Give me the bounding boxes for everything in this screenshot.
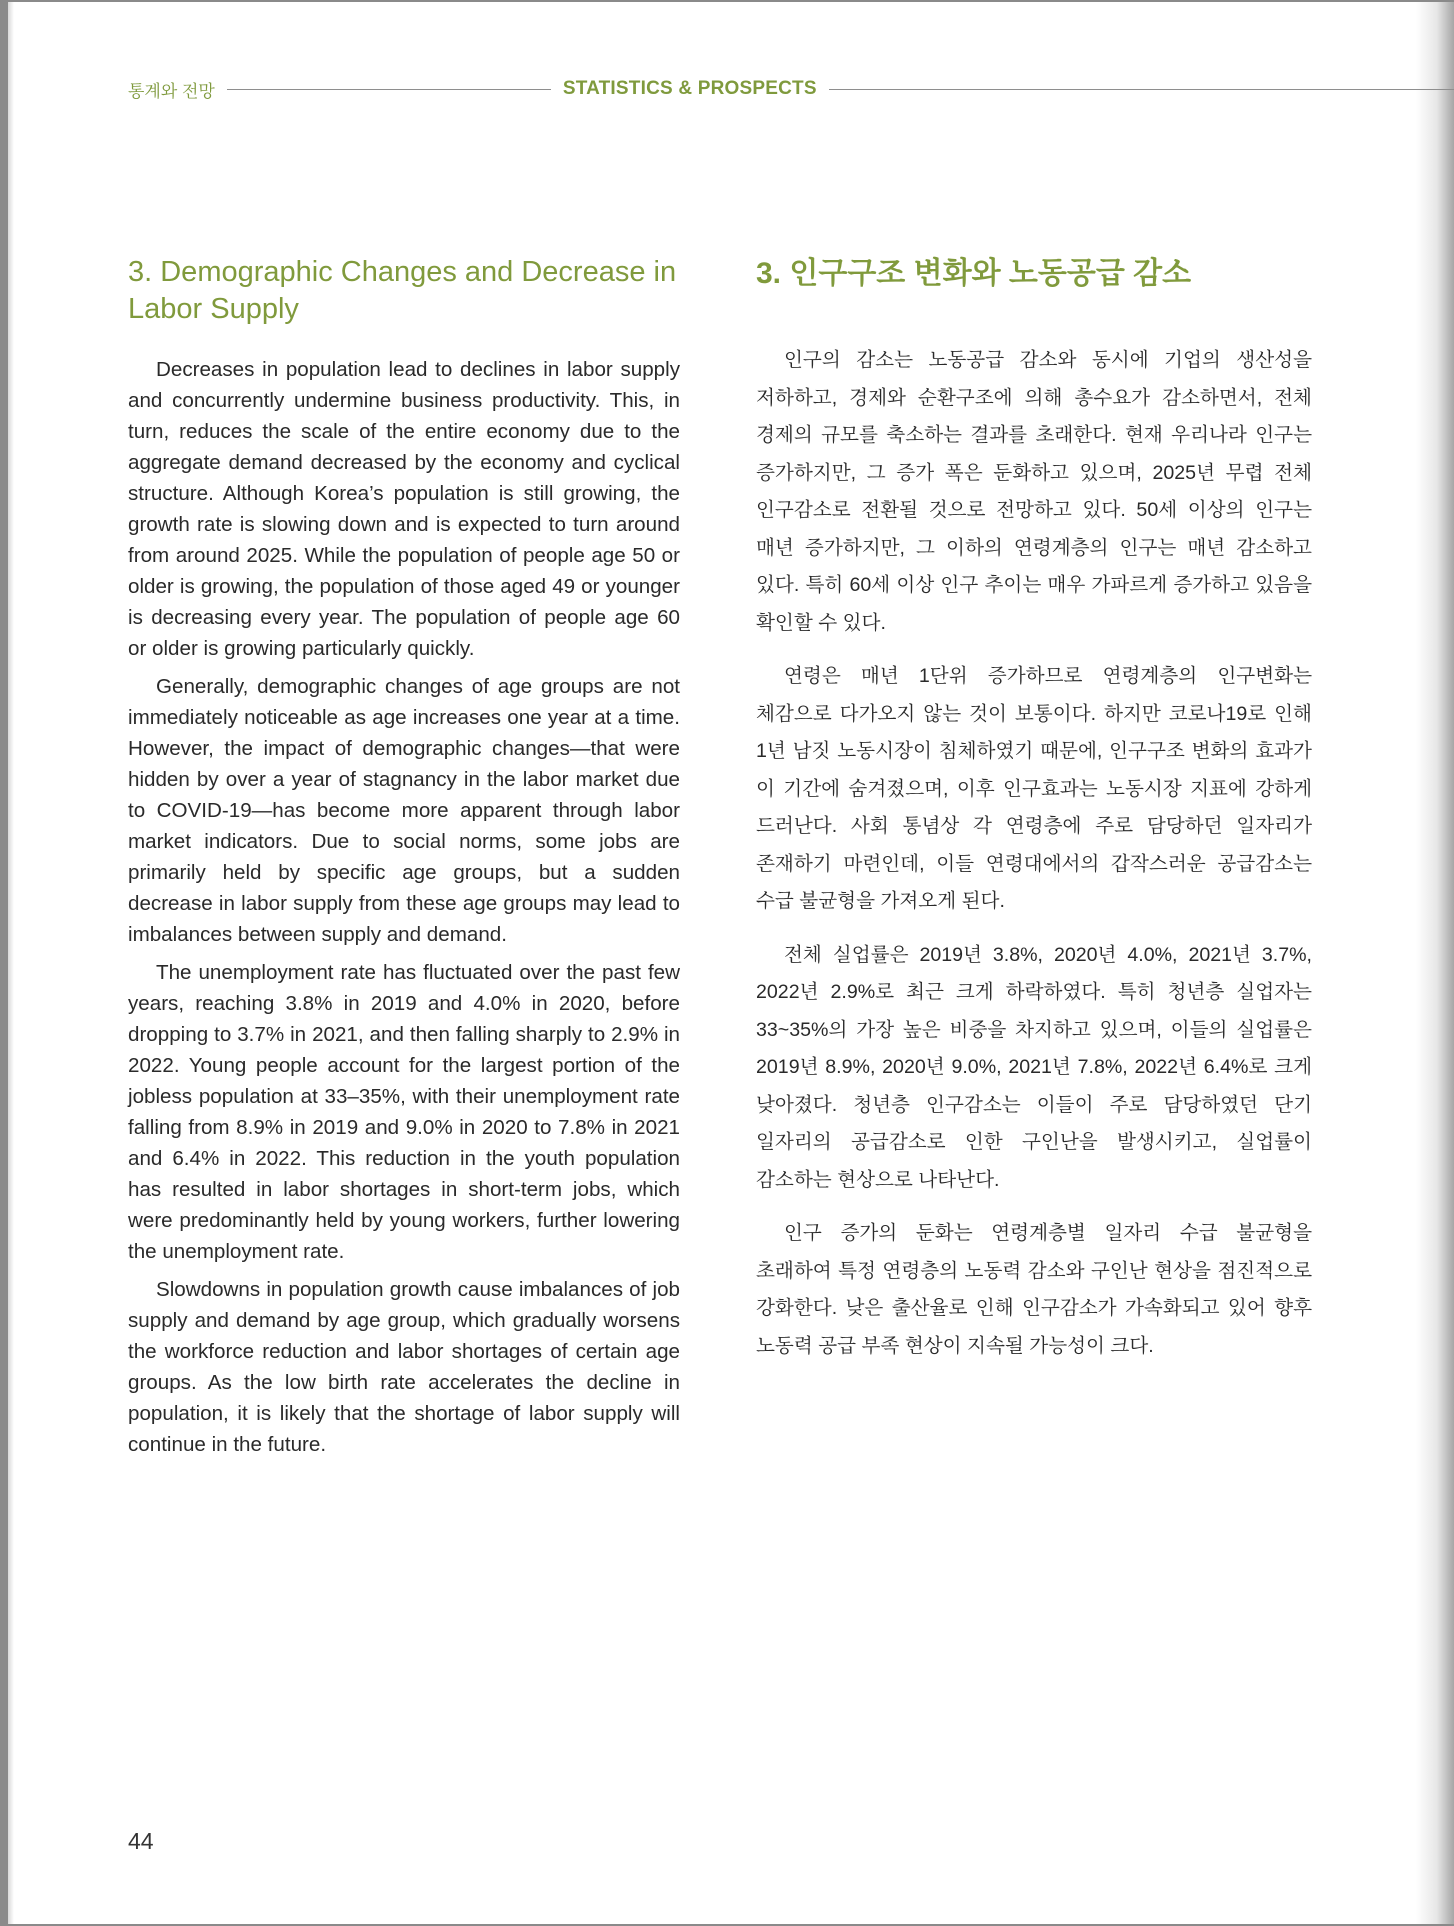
english-paragraph: Decreases in population lead to declines in labor supply and concurrently undermine business productivity. This, in turn, reduces the scale of the entire economy due to the aggregate demand decreased by the economy and cyclical structure. Although Korea’s population is still growing, the growth rate is slowing down and is expected to turn around from around 2025. While the population of people age 50 or older is growing, the population of those aged 49 or younger is decreasing every year. The population of people age 60 or older is growing particularly quickly. (128, 358, 680, 660)
korean-column (756, 254, 1312, 1381)
header-korean-title: 통계와 전망 (128, 81, 215, 101)
header-divider-right (829, 89, 1454, 90)
english-paragraph: The unemployment rate has fluctuated over the past few years, reaching 3.8% in 2019 and 4.0% in 2020, before dropping to 3.7% in 2021, and then falling sharply to 2.9% in 2022. Young people account for the largest portion of the jobless population at 33–35%, with their unemployment rate falling from 8.9% in 2019 and 9.0% in 2020 to 7.8% in 2021 and 6.4% in 2022. This reduction in the youth population has resulted in labor shortages in short-term jobs, which were predominantly held by young workers, further lowering the unemployment rate. (128, 961, 680, 1263)
english-column (128, 254, 680, 1467)
document-page (8, 2, 1454, 1924)
header-english-title: STATISTICS & PROSPECTS (562, 78, 817, 99)
running-header (128, 76, 1454, 102)
page-left-edge (8, 2, 14, 1924)
english-paragraph: Generally, demographic changes of age groups are not immediately noticeable as age increases one year at a time. However, the impact of demographic changes—that were hidden by over a year of stagnancy in the labor market due to COVID-19—has become more apparent through labor market indicators. Due to social norms, some jobs are primarily held by specific age groups, but a sudden decrease in labor supply from these age groups may lead to imbalances between supply and demand. (128, 675, 680, 946)
header-divider-left (227, 89, 551, 90)
english-paragraph: Slowdowns in population growth cause imbalances of job supply and demand by age group, which gradually worsens the workforce reduction and labor shortages of certain age groups. As the low birth rate accelerates the decline in population, it is likely that the shortage of labor supply will continue in the future. (128, 1278, 680, 1456)
page-number: 44 (128, 1828, 154, 1854)
korean-paragraph: 연령은 매년 1단위 증가하므로 연령계층의 인구변화는 체감으로 다가오지 않는 것이 보통이다. 하지만 코로나19로 인해 1년 남짓 노동시장이 침체하였기 때문에, 인구구조 변화의 효과가 이 기간에 숨겨졌으며, 이후 인구효과는 노동시장 지표에 강하게 드러난다. 사회 통념상 각 연령층에 주로 담당하던 일자리가 존재하기 마련인데, 이들 연령대에서의 갑작스러운 공급감소는 수급 불균형을 가져오게 된다. (756, 665, 1312, 912)
korean-paragraph: 전체 실업률은 2019년 3.8%, 2020년 4.0%, 2021년 3.7%, 2022년 2.9%로 최근 크게 하락하였다. 특히 청년층 실업자는 33~35%의 가장 높은 비중을 차지하고 있으며, 이들의 실업률은 2019년 8.9%, 2020년 9.0%, 2021년 7.8%, 2022년 6.4%로 크게 낮아졌다. 청년층 인구감소는 이들이 주로 담당하였던 단기 일자리의 공급감소로 인한 구인난을 발생시키고, 실업률이 감소하는 현상으로 나타난다. (756, 943, 1312, 1191)
english-section-title: 3. Demographic Changes and Decrease in Labor Supply (128, 256, 677, 325)
korean-paragraph: 인구의 감소는 노동공급 감소와 동시에 기업의 생산성을 저하하고, 경제와 순환구조에 의해 총수요가 감소하면서, 전체 경제의 규모를 축소하는 결과를 초래한다. 현재 우리나라 인구는 증가하지만, 그 증가 폭은 둔화하고 있으며, 2025년 무렵 전체 인구감소로 전환될 것으로 전망하고 있다. 50세 이상의 인구는 매년 증가하지만, 그 이하의 연령계층의 인구는 매년 감소하고 있다. 특히 60세 이상 인구 추이는 매우 가파르게 증가하고 있음을 확인할 수 있다. (756, 349, 1312, 634)
korean-section-title: 3. 인구구조 변화와 노동공급 감소 (756, 257, 1192, 290)
korean-paragraph: 인구 증가의 둔화는 연령계층별 일자리 수급 불균형을 초래하여 특정 연령층의 노동력 감소와 구인난 현상을 점진적으로 강화한다. 낮은 출산율로 인해 인구감소가 가속화되고 있어 향후 노동력 공급 부족 현상이 지속될 가능성이 크다. (756, 1222, 1312, 1357)
page-fold-shadow (1416, 2, 1454, 1924)
